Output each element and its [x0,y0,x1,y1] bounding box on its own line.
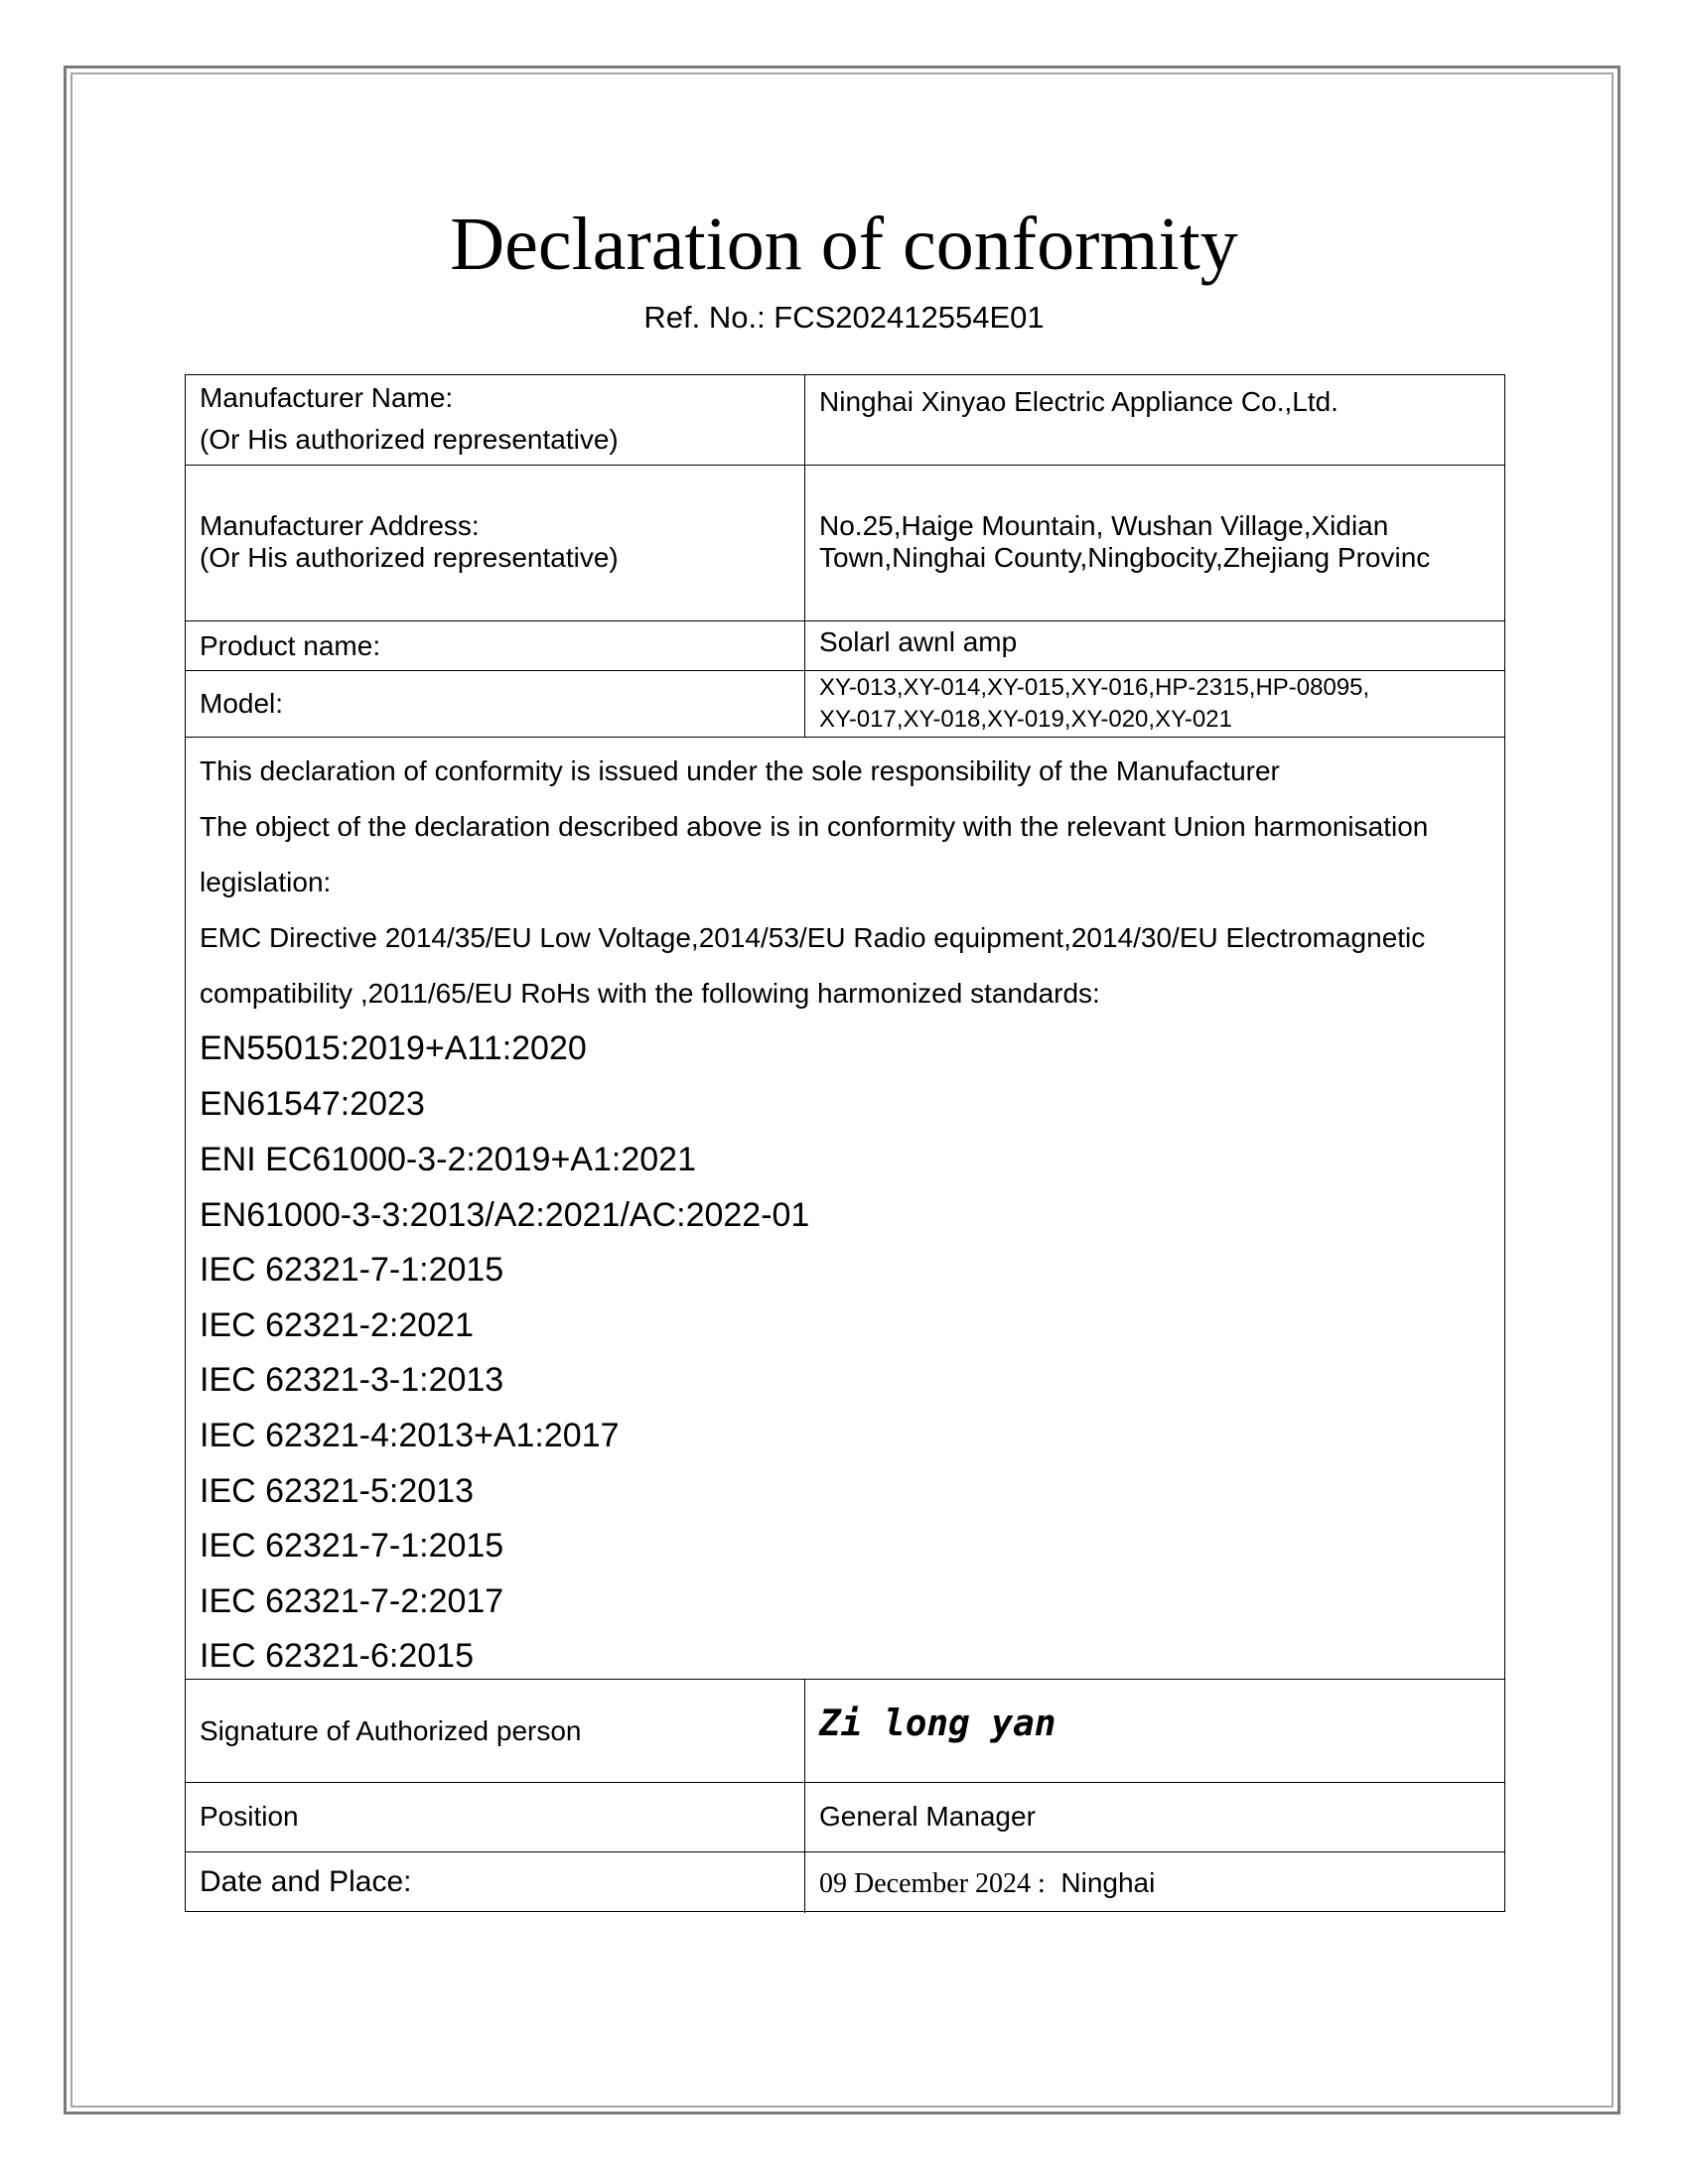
manufacturer-name-label-sub: (Or His authorized representative) [200,424,619,455]
declaration-line: EMC Directive 2014/35/EU Low Voltage,2014/53/EU Radio equipment,2014/30/EU Electromagnetic [200,922,1426,953]
position-value: General Manager [819,1801,1036,1832]
standard-item: IEC 62321-7-2:2017 [200,1582,504,1620]
standard-item: IEC 62321-7-1:2015 [200,1527,504,1565]
declaration-table [185,374,1505,1912]
standard-item: IEC 62321-3-1:2013 [200,1361,504,1399]
date-place-row [186,1851,1504,1913]
handwritten-signature: Zi long yan [819,1704,1056,1744]
manufacturer-name-label: Manufacturer Name: [200,382,454,413]
declaration-line: compatibility ,2011/65/EU RoHs with the following harmonized standards: [200,978,1100,1009]
manufacturer-address-label-sub: (Or His authorized representative) [200,542,619,573]
signature-row [186,1679,1504,1782]
date-value: 09 December 2024 : [819,1868,1046,1899]
position-label: Position [200,1801,299,1832]
product-name-row [186,620,1504,670]
product-name-label: Product name: [200,630,381,661]
date-place-label: Date and Place: [200,1865,412,1898]
model-value-line1: XY-013,XY-014,XY-015,XY-016,HP-2315,HP-08095, [819,674,1370,701]
date-place-value [819,1866,1155,1901]
position-row [186,1782,1504,1851]
manufacturer-address-row [186,465,1504,620]
manufacturer-address-value-line1: No.25,Haige Mountain, Wushan Village,Xidian [819,510,1389,541]
manufacturer-name-value: Ninghai Xinyao Electric Appliance Co.,Ltd. [819,386,1338,417]
declaration-line: The object of the declaration described above is in conformity with the relevant Union harmonisation [200,811,1429,842]
manufacturer-name-row [186,375,1504,465]
declaration-line: legislation: [200,867,332,897]
place-value: Ninghai [1060,1867,1156,1898]
model-value-line2: XY-017,XY-018,XY-019,XY-020,XY-021 [819,706,1232,733]
standard-item: IEC 62321-2:2021 [200,1306,474,1344]
model-row [186,670,1504,737]
standard-item: IEC 62321-5:2013 [200,1472,474,1510]
reference-number: Ref. No.: FCS202412554E01 [643,300,1045,335]
standard-item: IEC 62321-7-1:2015 [200,1251,504,1289]
standard-item: IEC 62321-6:2015 [200,1637,474,1675]
manufacturer-address-label: Manufacturer Address: [200,510,480,541]
standard-item: IEC 62321-4:2013+A1:2017 [200,1417,620,1454]
standard-item: EN61000-3-3:2013/A2:2021/AC:2022-01 [200,1196,810,1234]
signature-label: Signature of Authorized person [200,1715,582,1746]
manufacturer-address-value-line2: Town,Ninghai County,Ningbocity,Zhejiang Provinc [819,542,1431,573]
standard-item: EN55015:2019+A11:2020 [200,1029,587,1067]
standard-item: EN61547:2023 [200,1085,425,1123]
document-title: Declaration of conformity [450,203,1238,286]
model-label: Model: [200,688,284,719]
declaration-line: This declaration of conformity is issued under the sole responsibility of the Manufacturer [200,755,1280,786]
product-name-value: Solarl awnl amp [819,626,1018,657]
declaration-body [186,737,1504,1679]
standard-item: ENI EC61000-3-2:2019+A1:2021 [200,1141,696,1178]
